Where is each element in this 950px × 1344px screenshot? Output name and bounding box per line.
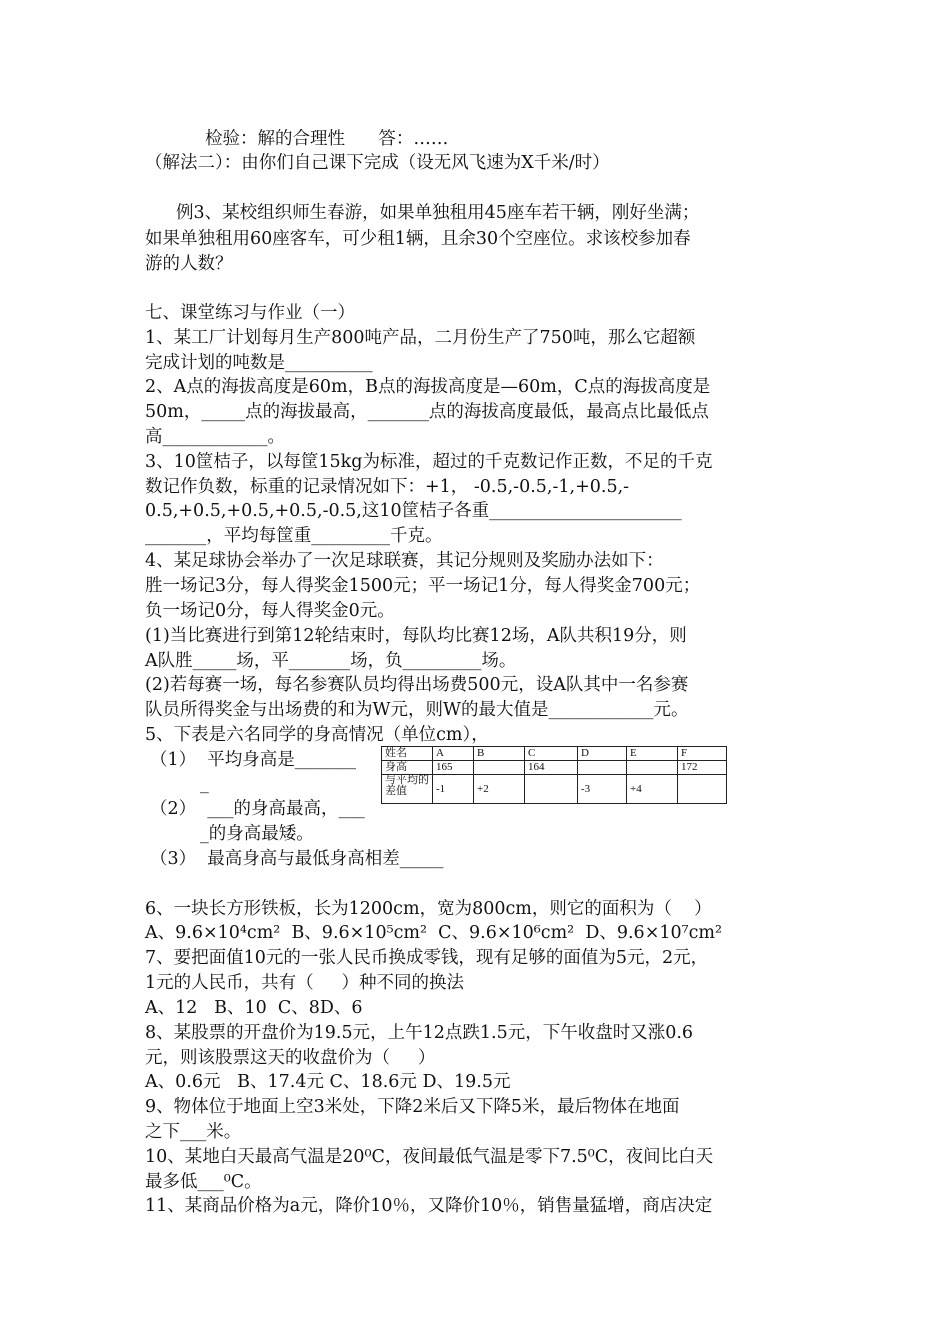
table-row [382, 775, 727, 804]
table-cell: -3 [578, 775, 627, 804]
text-line: （3） 最高身高与最低身高相差_____ [150, 849, 444, 869]
text-line: 50m，_____点的海拔最高，_______点的海拔高度最低，最高点比最低点 [145, 402, 709, 422]
table-cell [578, 761, 627, 775]
text-line: 1、某工厂计划每月生产800吨产品，二月份生产了750吨，那么它超额 [145, 328, 696, 348]
table-header-cell: C [525, 747, 578, 761]
text-line: 0.5,+0.5,+0.5,+0.5,-0.5,这10筐桔子各重______________________ [145, 501, 682, 521]
text-line: 队员所得奖金与出场费的和为W元，则W的最大值是____________元。 [145, 700, 689, 720]
text-line: 如果单独租用60座客车，可少租1辆，且余30个空座位。求该校参加春 [145, 229, 691, 249]
table-header-cell: A [433, 747, 474, 761]
text-line: 游的人数？ [145, 254, 233, 274]
text-line: 1元的人民币，共有（ ）种不同的换法 [145, 973, 464, 993]
table-cell: +4 [627, 775, 678, 804]
text-line: A、0.6元 B、17.4元 C、18.6元 D、19.5元 [145, 1072, 511, 1092]
text-line: 胜一场记3分，每人得奖金1500元；平一场记1分，每人得奖金700元； [145, 576, 701, 596]
table-cell [474, 761, 525, 775]
table-header-cell: F [678, 747, 727, 761]
table-cell: 165 [433, 761, 474, 775]
table-header-cell: E [627, 747, 678, 761]
table-cell [678, 775, 727, 804]
table-cell: 172 [678, 761, 727, 775]
table-cell: +2 [474, 775, 525, 804]
text-line: 8、某股票的开盘价为19.5元，上午12点跌1.5元，下午收盘时又涨0.6 [145, 1023, 694, 1043]
text-line: A、12 B、10 C、8D、6 [145, 998, 363, 1018]
text-line: _______，平均每筐重_________千克。 [145, 526, 443, 546]
text-line: 3、10筐桔子，以每筐15kg为标准，超过的千克数记作正数，不足的千克 [145, 452, 713, 472]
text-line: （1） 平均身高是_______ [150, 750, 357, 770]
table-cell: 身高 [382, 761, 433, 775]
text-line: _ [200, 774, 209, 794]
table-header-cell: B [474, 747, 525, 761]
text-line: 6、一块长方形铁板，长为1200cm，宽为800cm，则它的面积为（ ） [145, 899, 712, 919]
table-header-cell: D [578, 747, 627, 761]
text-line: 七、课堂练习与作业（一） [145, 303, 355, 323]
text-line: （2） ___的身高最高，___ [150, 799, 365, 819]
table-cell: -1 [433, 775, 474, 804]
text-line: 7、要把面值10元的一张人民币换成零钱，现有足够的面值为5元，2元， [145, 948, 709, 968]
text-line: (1)当比赛进行到第12轮结束时，每队均比赛12场，A队共积19分，则 [145, 626, 687, 646]
text-line: 2、A点的海拔高度是60m，B点的海拔高度是—60m，C点的海拔高度是 [145, 377, 711, 397]
text-line: (2)若每赛一场，每名参赛队员均得出场费500元，设A队其中一名参赛 [145, 675, 689, 695]
text-line: A、9.6×10⁴cm² B、9.6×10⁵cm² C、9.6×10⁶cm² D、9.6×10⁷cm² [145, 923, 723, 943]
text-line: A队胜_____场，平_______场，负_________场。 [145, 651, 517, 671]
text-line: 负一场记0分，每人得奖金0元。 [145, 601, 395, 621]
text-line: 检验：解的合理性 答：…… [205, 129, 449, 149]
table-header-row [382, 747, 727, 761]
text-line: （解法二）：由你们自己课下完成（设无风飞速为X千米/时） [145, 153, 610, 173]
table-cell [627, 761, 678, 775]
text-line: 数记作负数，标重的记录情况如下：+1， -0.5,-0.5,-1,+0.5,- [145, 477, 630, 497]
text-line: 元，则该股票这天的收盘价为（ ） [145, 1048, 436, 1068]
text-line: 4、某足球协会举办了一次足球联赛，其记分规则及奖励办法如下： [145, 551, 664, 571]
text-line: 高____________。 [145, 427, 285, 447]
text-line: 例3、某校组织师生春游，如果单独租用45座车若干辆，刚好坐满； [176, 203, 700, 223]
text-line: 完成计划的吨数是__________ [145, 353, 373, 373]
table-row [382, 761, 727, 775]
text-line: 9、物体位于地面上空3米处，下降2米后又下降5米，最后物体在地面 [145, 1097, 680, 1117]
height-table [381, 746, 727, 804]
table-cell [525, 775, 578, 804]
text-line: 10、某地白天最高气温是20⁰C，夜间最低气温是零下7.5⁰C，夜间比白天 [145, 1147, 714, 1167]
table-header-cell: 姓名 [382, 747, 433, 761]
text-line: _的身高最矮。 [200, 824, 314, 844]
table-cell: 与平均的差值 [382, 775, 433, 804]
text-line: 5、下表是六名同学的身高情况（单位cm）， [145, 725, 489, 745]
text-line: 之下___米。 [145, 1122, 242, 1142]
text-line: 最多低___⁰C。 [145, 1172, 262, 1192]
table-cell: 164 [525, 761, 578, 775]
text-line: 11、某商品价格为a元，降价10％，又降价10％，销售量猛增，商店决定 [145, 1196, 713, 1216]
